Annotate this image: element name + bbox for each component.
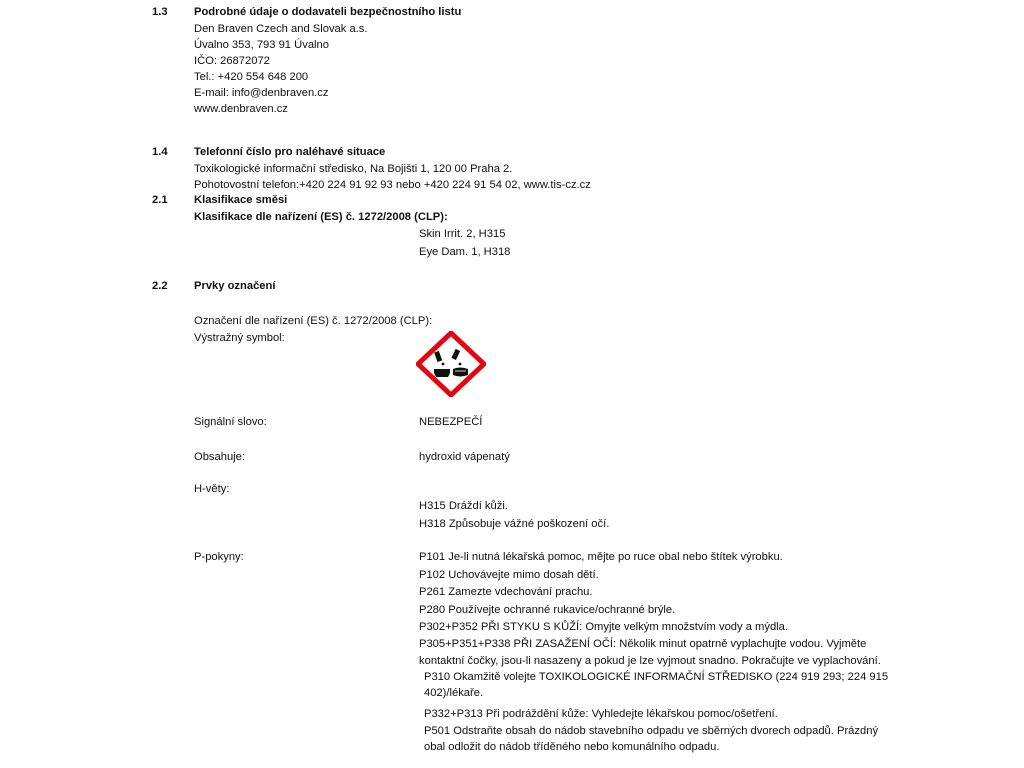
p-statement-continuation: obal odložit do nádob tříděného nebo komunálního odpadu. [424,741,720,753]
contains-label: Obsahuje: [194,451,245,463]
section-number-1-4: 1.4 [152,146,168,158]
section-title-1-3: Podrobné údaje o dodavateli bezpečnostního listu [194,6,462,18]
p-statement-continuation: kontaktní čočky, jsou-li nasazeny a pokud je lze vyjmout snadno. Pokračujte ve vyplachování. [419,655,881,667]
p-statement: P332+P313 Při podráždění kůže: Vyhledejte lékařskou pomoc/ošetření. [424,708,778,720]
p-statement: P501 Odstraňte obsah do nádob stavebního odpadu ve sběrných dvorech odpadů. Prázdný [424,725,879,737]
classification-subtitle: Klasifikace dle nařízení (ES) č. 1272/2008 (CLP): [194,211,448,223]
h-statement: H315 Dráždí kůži. [419,500,508,512]
p-statement-continuation: 402)/lékaře. [424,687,484,699]
signal-word-label: Signální slovo: [194,416,267,428]
emergency-line: Pohotovostní telefon:+420 224 91 92 93 nebo +420 224 91 54 02, www.tis-cz.cz [194,179,591,191]
section-title-1-4: Telefonní číslo pro naléhavé situace [194,146,386,158]
label-warning-symbol: Výstražný symbol: [194,332,285,344]
classification-item: Eye Dam. 1, H318 [419,246,511,258]
section-title-2-2: Prvky označení [194,280,276,292]
p-statement: P305+P351+P338 PŘI ZASAŽENÍ OČÍ: Několik minut opatrně vyplachujte vodou. Vyjměte [419,638,867,650]
supplier-line: Den Braven Czech and Slovak a.s. [194,23,368,35]
p-statement: P261 Zamezte vdechování prachu. [419,586,593,598]
supplier-email[interactable]: E-mail: info@denbraven.cz [194,87,329,99]
h-statements-label: H-věty: [194,483,230,495]
supplier-line: Tel.: +420 554 648 200 [194,71,309,83]
p-statement: P280 Používejte ochranné rukavice/ochranné brýle. [419,604,676,616]
p-statement: P310 Okamžitě volejte TOXIKOLOGICKÉ INFORMAČNÍ STŘEDISKO (224 919 293; 224 915 [424,671,889,683]
p-statements-label: P-pokyny: [194,551,244,563]
emergency-line: Toxikologické informační středisko, Na Bojišti 1, 120 00 Praha 2. [194,163,513,175]
label-regulation: Označení dle nařízení (ES) č. 1272/2008 (CLP): [194,315,433,327]
section-title-2-1: Klasifikace směsi [194,194,288,206]
classification-item: Skin Irrit. 2, H315 [419,228,506,240]
ghs05-corrosion-icon [416,331,486,397]
section-number-2-2: 2.2 [152,280,168,292]
signal-word-value: NEBEZPEČÍ [419,416,483,428]
supplier-website[interactable]: www.denbraven.cz [194,103,288,115]
p-statement: P101 Je-li nutná lékařská pomoc, mějte po ruce obal nebo štítek výrobku. [419,551,783,563]
section-number-2-1: 2.1 [152,194,168,206]
supplier-line: Úvalno 353, 793 91 Úvalno [194,39,329,51]
supplier-line: IČO: 26872072 [194,55,270,67]
contains-value: hydroxid vápenatý [419,451,510,463]
p-statement: P302+P352 PŘI STYKU S KŮŽÍ: Omyjte velkým množstvím vody a mýdla. [419,621,788,633]
p-statement: P102 Uchovávejte mimo dosah dětí. [419,569,599,581]
h-statement: H318 Způsobuje vážné poškození očí. [419,518,610,530]
section-number-1-3: 1.3 [152,6,168,18]
